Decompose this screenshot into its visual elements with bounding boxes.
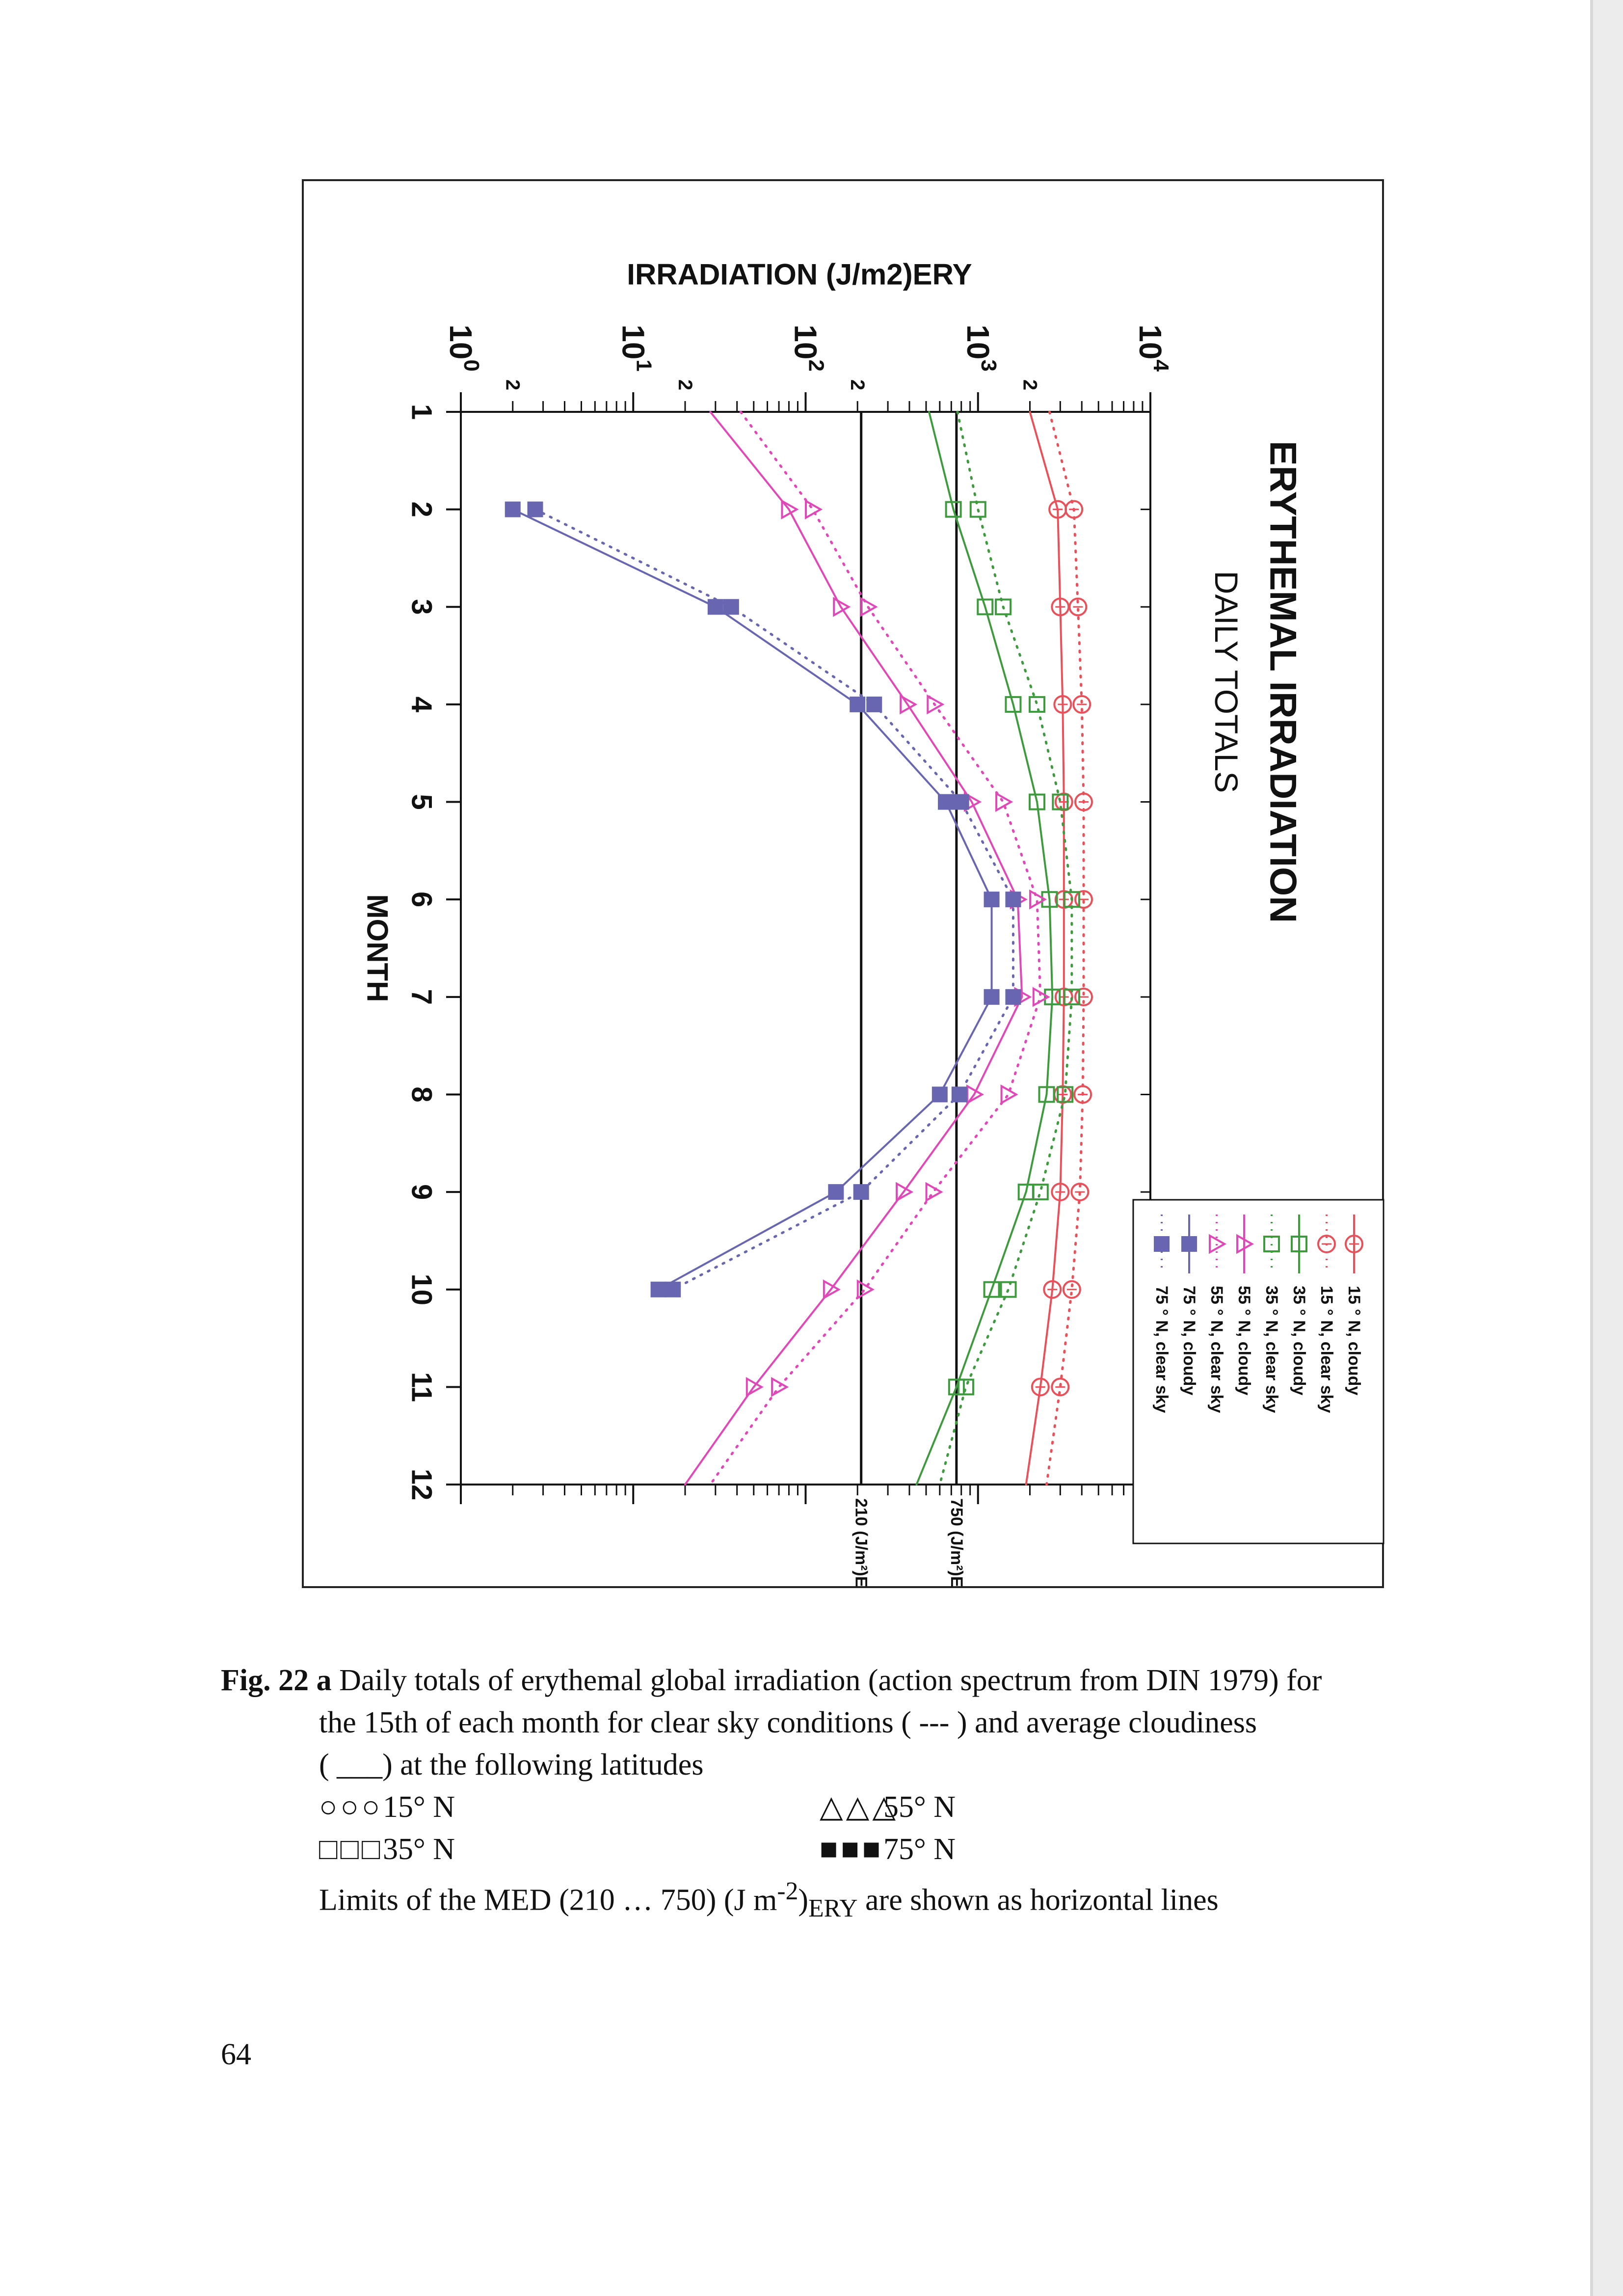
series-line [535, 510, 1013, 1290]
series-2 [917, 412, 1060, 1485]
data-point [932, 1087, 947, 1102]
figure-caption [221, 1659, 1477, 1930]
caption-line-2: the 15th of each month for clear sky conditions ( --- ) and average cloudiness [319, 1706, 1257, 1739]
legend-entry [1207, 1215, 1226, 1413]
data-point [724, 599, 739, 614]
data-point [806, 501, 821, 518]
figure-label: Fig. 22 a [221, 1664, 332, 1697]
series-line [1047, 412, 1084, 1485]
data-point [1182, 1237, 1197, 1251]
legend-label: 55 ° N, clear sky [1207, 1286, 1226, 1413]
data-point [958, 1379, 973, 1394]
legend-label: 55 ° N, cloudy [1235, 1286, 1253, 1396]
caption-last-suffix: are shown as horizontal lines [857, 1883, 1219, 1917]
caption-legend-item [319, 1786, 820, 1828]
caption-last-sup: -2 [777, 1877, 798, 1905]
x-tick-label: 10 [405, 1273, 438, 1305]
x-tick-label: 1 [405, 404, 438, 420]
series-line [685, 412, 1022, 1485]
data-point [952, 1087, 967, 1102]
legend-entry [1262, 1215, 1281, 1413]
med-reference-label: 210 (J/m²)E [851, 1498, 871, 1588]
caption-legend-label: 75° N [883, 1833, 956, 1866]
caption-legend-item [820, 1828, 1320, 1870]
data-point [1033, 1185, 1048, 1199]
y-minor-label: 2 [674, 379, 696, 391]
caption-line-3: ( ___) at the following latitudes [319, 1748, 704, 1782]
y-tick-label: $10^1$ [615, 324, 656, 372]
legend-label: 75 ° N, cloudy [1180, 1286, 1198, 1396]
x-tick-label: 6 [405, 891, 438, 908]
series-3 [940, 412, 1079, 1485]
data-point [984, 892, 999, 907]
data-point [506, 502, 520, 517]
caption-last-sub: ERY [808, 1894, 858, 1923]
caption-legend-item [319, 1828, 820, 1870]
y-tick-label: $10^2$ [788, 324, 828, 372]
y-minor-label: 2 [1019, 379, 1041, 391]
legend-entry [1290, 1215, 1308, 1395]
data-point [528, 502, 543, 517]
data-point [1154, 1237, 1169, 1251]
data-point [1006, 892, 1020, 907]
legend-label: 15 ° N, clear sky [1317, 1286, 1336, 1413]
series-7 [528, 502, 1021, 1297]
caption-legend-label: 15° N [383, 1790, 455, 1824]
data-point [984, 990, 999, 1004]
x-tick-label: 9 [405, 1184, 438, 1200]
x-axis-title: MONTH [361, 894, 394, 1002]
data-point [651, 1282, 666, 1297]
caption-legend-label: 55° N [883, 1790, 956, 1824]
x-tick-label: 2 [405, 501, 438, 517]
page-number: 64 [221, 2038, 251, 2071]
data-point [708, 599, 723, 614]
square-symbol-icon: □□□ [319, 1833, 383, 1866]
data-point [954, 795, 969, 810]
legend-entry [1152, 1215, 1171, 1413]
chart-title: ERYTHEMAL IRRADIATION [1262, 440, 1304, 923]
erythemal-irradiation-chart [304, 181, 1386, 1590]
data-point [1006, 990, 1020, 1004]
series-0 [1026, 412, 1072, 1485]
x-tick-label: 11 [405, 1372, 438, 1403]
data-point [1034, 989, 1048, 1005]
series-line [1026, 412, 1064, 1485]
series-line [940, 412, 1072, 1485]
data-point [828, 1185, 843, 1199]
series-5 [710, 412, 1048, 1485]
legend-label: 35 ° N, clear sky [1262, 1286, 1281, 1413]
legend-label: 75 ° N, clear sky [1152, 1286, 1171, 1413]
caption-legend-label: 35° N [383, 1833, 455, 1866]
legend-label: 15 ° N, cloudy [1345, 1286, 1363, 1396]
plot-area [461, 412, 1150, 1485]
legend-label: 35 ° N, cloudy [1290, 1286, 1308, 1396]
y-axis-title: IRRADIATION (J/m2)ERY [627, 258, 972, 291]
data-point [927, 1184, 941, 1200]
x-tick-label: 7 [405, 989, 438, 1005]
y-tick-label: $10^3$ [960, 324, 1001, 372]
x-tick-label: 8 [405, 1086, 438, 1103]
caption-legend-item [820, 1786, 1320, 1828]
caption-legend-row-1 [221, 1786, 1477, 1828]
data-point [867, 697, 881, 712]
series-line [513, 510, 992, 1290]
series-4 [685, 412, 1030, 1485]
y-minor-label: 2 [847, 379, 869, 391]
y-minor-label: 2 [502, 379, 524, 391]
filled-square-symbol-icon: ■■■ [820, 1833, 884, 1866]
x-tick-label: 4 [405, 696, 438, 713]
triangle-symbol-icon: △△△ [820, 1790, 899, 1824]
series-1 [1047, 412, 1092, 1485]
x-tick-label: 5 [405, 794, 438, 810]
data-point [938, 795, 953, 810]
caption-last-prefix: Limits of the MED (210 … 750) (J m [319, 1883, 777, 1917]
data-point [854, 1185, 869, 1199]
x-tick-label: 3 [405, 599, 438, 615]
caption-text-1: Daily totals of erythemal global irradiation (action spectrum from DIN 1979) for [331, 1664, 1322, 1697]
data-point [1002, 1086, 1016, 1103]
x-tick-label: 12 [405, 1468, 438, 1501]
data-point [850, 697, 865, 712]
y-tick-label: $10^4$ [1133, 324, 1173, 372]
y-tick-label: $10^0$ [443, 324, 484, 372]
caption-last-line: Limits of the MED (210 … 750) (J $m^{-2})_{ERY}$ are shown as horizontal lines [319, 1877, 1219, 1923]
data-point [996, 794, 1011, 810]
caption-legend-row-2 [221, 1828, 1477, 1870]
caption-line-1 [221, 1659, 1477, 1702]
data-point [665, 1282, 680, 1297]
series-line [917, 412, 1053, 1485]
chart-subtitle: DAILY TOTALS [1208, 570, 1245, 793]
med-reference-label: 750 (J/m²)E [947, 1498, 966, 1588]
figure-frame [302, 179, 1384, 1588]
legend-entry [1180, 1215, 1198, 1395]
circle-symbol-icon: ○○○ [319, 1790, 383, 1824]
